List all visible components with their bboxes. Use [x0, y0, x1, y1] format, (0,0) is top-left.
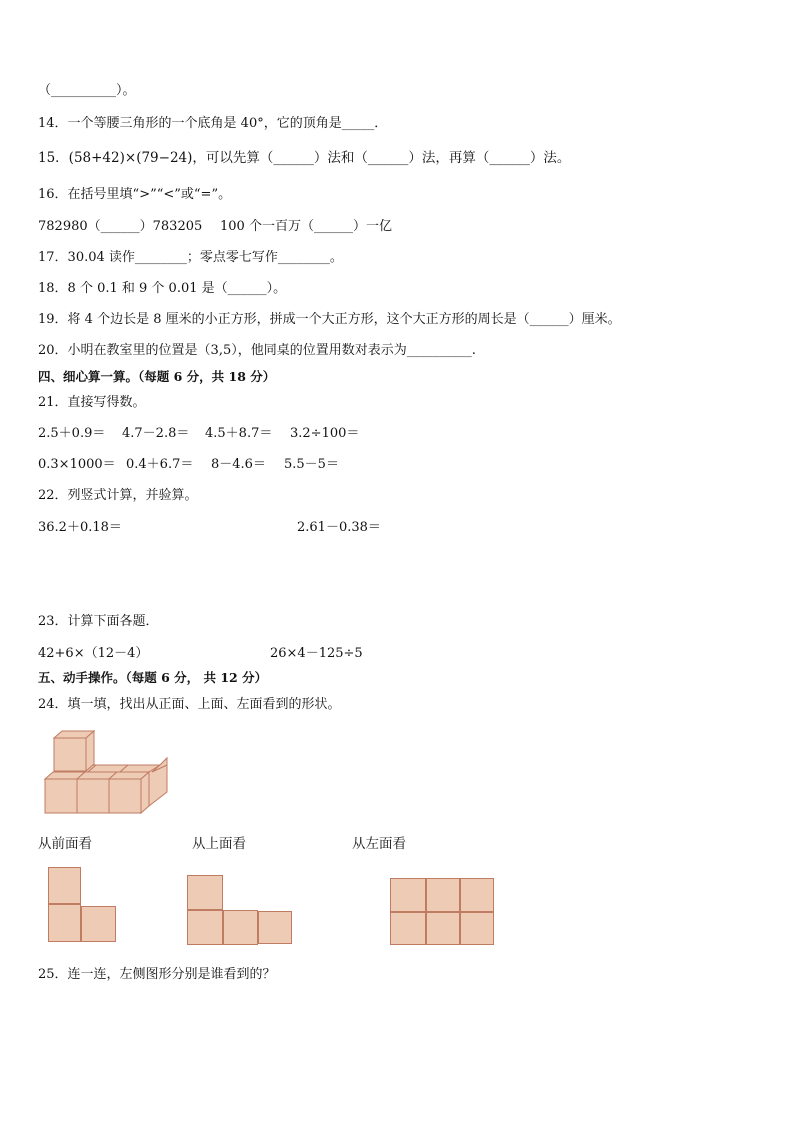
cube-face — [45, 779, 77, 813]
question-19: 19．将 4 个边长是 8 厘米的小正方形，拼成一个大正方形，这个大正方形的周长是（______）厘米。 — [38, 312, 621, 327]
q13-continuation: （__________）。 — [38, 83, 136, 98]
question-22: 22．列竖式计算，并验算。 — [38, 488, 198, 503]
square-cell — [187, 910, 223, 945]
question-15: 15．(58+42)×(79−24)，可以先算（______）法和（______）法，再算（______）法。 — [38, 150, 571, 166]
question-17: 17．30.04 读作________；零点零七写作________。 — [38, 250, 343, 265]
question-20: 20．小明在教室里的位置是（3,5），他同桌的位置用数对表示为__________. — [38, 343, 476, 358]
view-label-left: 从左面看 — [352, 836, 406, 852]
question-22-item-a: 36.2＋0.18＝ — [38, 520, 122, 535]
q21-item: 4.7－2.8＝ — [122, 426, 190, 441]
cube-face — [86, 731, 94, 771]
question-21: 21．直接写得数。 — [38, 395, 146, 410]
square-cell — [48, 867, 81, 904]
square-cell — [460, 912, 494, 945]
cube-face — [54, 738, 86, 771]
question-24: 24．填一填，找出从正面、上面、左面看到的形状。 — [38, 697, 341, 712]
square-cell — [258, 911, 292, 944]
q21-item: 0.3×1000＝ — [38, 457, 116, 472]
square-cell — [426, 878, 460, 912]
q21-item: 5.5－5＝ — [284, 457, 339, 472]
cube-face — [141, 772, 149, 813]
question-23: 23．计算下面各题． — [38, 614, 159, 629]
section-4-heading: 四、细心算一算。（每题 6 分，共 18 分） — [38, 369, 276, 384]
square-cell — [187, 875, 223, 910]
question-22-item-b: 2.61－0.38＝ — [297, 520, 381, 535]
question-25: 25．连一连，左侧图形分别是谁看到的？ — [38, 967, 276, 982]
question-14: 14．一个等腰三角形的一个底角是 40°，它的顶角是_____． — [38, 116, 388, 131]
q21-item: 2.5＋0.9＝ — [38, 426, 106, 441]
square-cell — [48, 904, 81, 942]
view-label-front: 从前面看 — [38, 836, 92, 852]
cube-face — [109, 779, 141, 813]
question-23-item-b: 26×4－125÷5 — [270, 646, 363, 661]
section-5-heading: 五、动手操作。（每题 6 分， 共 12 分） — [38, 670, 268, 685]
question-16-item-b: 100 个一百万（______）一亿 — [220, 219, 392, 234]
view-label-top: 从上面看 — [192, 836, 246, 852]
square-cell — [460, 878, 494, 912]
question-18: 18．8 个 0.1 和 9 个 0.01 是（______）。 — [38, 281, 287, 296]
square-cell — [390, 878, 426, 912]
question-16-item-a: 782980（______）783205 — [38, 219, 203, 234]
cube-stack-figure — [40, 722, 180, 817]
square-cell — [426, 912, 460, 945]
q21-item: 0.4＋6.7＝ — [126, 457, 194, 472]
question-16: 16．在括号里填“>”“<”或“=”。 — [38, 187, 232, 202]
cube-face — [77, 779, 109, 813]
q21-item: 8－4.6＝ — [211, 457, 266, 472]
square-cell — [390, 912, 426, 945]
q21-item: 3.2÷100＝ — [290, 426, 360, 441]
square-cell — [223, 910, 258, 945]
question-23-item-a: 42+6×（12－4） — [38, 646, 149, 661]
q21-item: 4.5＋8.7＝ — [205, 426, 273, 441]
square-cell — [81, 906, 116, 942]
